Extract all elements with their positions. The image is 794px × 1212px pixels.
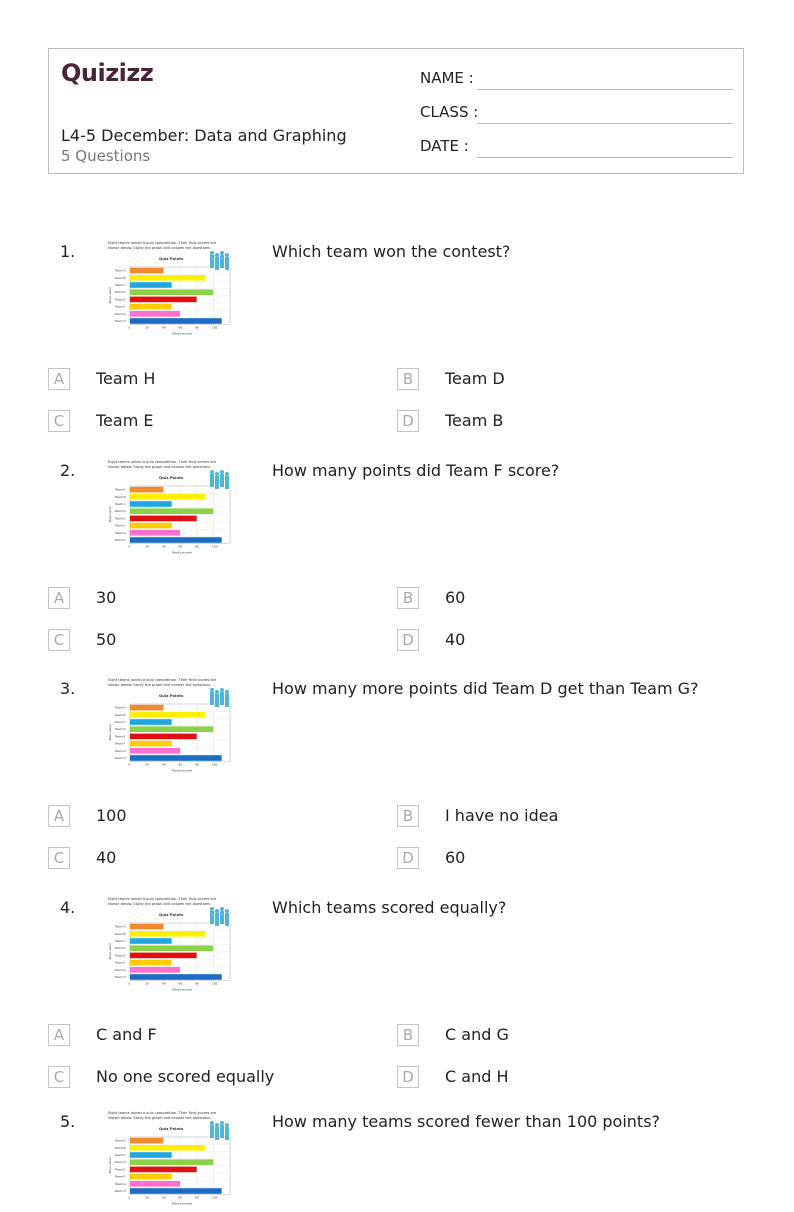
chart-y-tick: Team E bbox=[115, 953, 126, 958]
chart-y-tick: Team D bbox=[115, 290, 126, 295]
option-letter-a[interactable]: A bbox=[48, 368, 70, 390]
name-label: NAME : bbox=[420, 69, 474, 87]
chart-bar-team-e bbox=[130, 297, 197, 303]
chart-x-label: Points scored bbox=[172, 550, 192, 555]
chart-y-tick: Team C bbox=[115, 283, 126, 287]
option-letter-c[interactable]: C bbox=[48, 629, 70, 651]
chart-y-tick: Team E bbox=[115, 516, 126, 521]
chart-y-tick: Team F bbox=[115, 1174, 126, 1179]
quizizz-logo: Quizizz bbox=[61, 59, 154, 87]
chart-y-tick: Team B bbox=[115, 712, 126, 717]
chart-y-tick: Team G bbox=[115, 311, 126, 316]
quiz-points-chart bbox=[107, 457, 235, 561]
chart-bar-team-a bbox=[130, 924, 163, 930]
chart-bar-team-e bbox=[130, 516, 197, 522]
chart-y-label: Team name bbox=[108, 1157, 112, 1174]
chart-bar-team-d bbox=[130, 945, 213, 951]
option-text[interactable]: 50 bbox=[96, 630, 117, 649]
chart-y-label: Team name bbox=[108, 506, 112, 523]
question-number: 2. bbox=[60, 461, 76, 480]
chart-x-tick: 100 bbox=[211, 325, 218, 330]
chart-y-tick: Team D bbox=[115, 509, 126, 514]
question-number: 1. bbox=[60, 242, 76, 261]
chart-x-tick: 40 bbox=[161, 325, 166, 330]
chart-y-tick: Team A bbox=[115, 268, 126, 273]
option-text[interactable]: No one scored equally bbox=[96, 1067, 275, 1086]
chart-y-tick: Team E bbox=[115, 297, 126, 302]
chart-caption-line-1: Eight teams joined a quiz competition. Their final scores are bbox=[108, 678, 217, 682]
question-number: 4. bbox=[60, 898, 76, 917]
chart-title: Quiz Points bbox=[159, 256, 184, 261]
chart-x-tick: 80 bbox=[195, 1195, 199, 1200]
option-text[interactable]: 60 bbox=[445, 588, 466, 607]
question-count: 5 Questions bbox=[61, 147, 151, 165]
chart-bar-team-b bbox=[130, 494, 205, 500]
chart-x-tick: 60 bbox=[178, 981, 183, 986]
quiz-points-chart bbox=[107, 1108, 235, 1212]
quiz-points-chart bbox=[107, 894, 235, 998]
option-text[interactable]: C and H bbox=[445, 1067, 509, 1086]
chart-x-tick: 0 bbox=[128, 762, 131, 767]
date-line bbox=[477, 157, 733, 158]
option-text[interactable]: 40 bbox=[445, 630, 466, 649]
option-letter-b[interactable]: B bbox=[397, 1024, 419, 1046]
option-letter-d[interactable]: D bbox=[397, 410, 419, 432]
chart-bar-team-b bbox=[130, 931, 205, 937]
option-letter-b[interactable]: B bbox=[397, 368, 419, 390]
option-text[interactable]: Team D bbox=[445, 369, 505, 388]
chart-x-tick: 100 bbox=[211, 1195, 218, 1200]
chart-bar-team-c bbox=[130, 501, 172, 507]
chart-title: Quiz Points bbox=[159, 475, 184, 480]
chart-caption-line-2: shown below. Study the graph and answer the questions. bbox=[108, 246, 212, 250]
chart-y-tick: Team D bbox=[115, 1160, 126, 1165]
chart-bar-team-h bbox=[130, 974, 222, 980]
chart-bar-team-h bbox=[130, 755, 222, 761]
option-letter-c[interactable]: C bbox=[48, 410, 70, 432]
chart-caption-line-1: Eight teams joined a quiz competition. Their final scores are bbox=[108, 897, 217, 901]
chart-bar-team-e bbox=[130, 734, 197, 740]
chart-bar-team-h bbox=[130, 318, 222, 324]
chart-y-tick: Team C bbox=[115, 720, 126, 724]
question-number: 5. bbox=[60, 1112, 76, 1131]
question-number: 3. bbox=[60, 679, 76, 698]
chart-bar-team-b bbox=[130, 275, 205, 281]
chart-y-tick: Team B bbox=[115, 1145, 126, 1150]
chart-bar-team-c bbox=[130, 1152, 172, 1158]
chart-y-tick: Team F bbox=[115, 960, 126, 965]
chart-caption-line-1: Eight teams joined a quiz competition. Their final scores are bbox=[108, 1111, 217, 1115]
chart-bar-team-c bbox=[130, 719, 172, 725]
date-label: DATE : bbox=[420, 137, 469, 155]
chart-x-tick: 20 bbox=[145, 981, 149, 986]
chart-x-label: Points scored bbox=[172, 768, 192, 773]
chart-caption-line-2: shown below. Study the graph and answer the questions. bbox=[108, 1116, 212, 1120]
chart-y-label: Team name bbox=[108, 724, 112, 741]
chart-caption-line-2: shown below. Study the graph and answer the questions. bbox=[108, 902, 212, 906]
option-letter-d[interactable]: D bbox=[397, 847, 419, 869]
option-letter-a[interactable]: A bbox=[48, 587, 70, 609]
chart-bar-team-h bbox=[130, 1188, 222, 1194]
option-letter-d[interactable]: D bbox=[397, 1066, 419, 1088]
name-line bbox=[477, 89, 733, 90]
chart-x-tick: 80 bbox=[195, 981, 199, 986]
chart-x-tick: 60 bbox=[178, 325, 183, 330]
chart-x-tick: 40 bbox=[161, 1195, 166, 1200]
option-letter-c[interactable]: C bbox=[48, 847, 70, 869]
option-text[interactable]: Team B bbox=[445, 411, 504, 430]
option-text[interactable]: 100 bbox=[96, 806, 127, 825]
chart-y-tick: Team G bbox=[115, 967, 126, 972]
chart-bar-team-f bbox=[130, 523, 172, 529]
chart-bar-team-f bbox=[130, 741, 172, 747]
chart-bar-team-f bbox=[130, 960, 172, 966]
chart-bar-team-b bbox=[130, 1145, 205, 1151]
chart-x-tick: 0 bbox=[128, 325, 131, 330]
chart-bar-team-a bbox=[130, 1138, 163, 1144]
chart-y-tick: Team H bbox=[115, 1189, 126, 1193]
quiz-points-chart bbox=[107, 675, 235, 779]
chart-y-tick: Team H bbox=[115, 756, 126, 760]
chart-x-tick: 100 bbox=[211, 981, 218, 986]
chart-y-tick: Team H bbox=[115, 319, 126, 323]
chart-y-tick: Team C bbox=[115, 939, 126, 943]
chart-x-tick: 0 bbox=[128, 1195, 131, 1200]
chart-y-tick: Team A bbox=[115, 705, 126, 710]
option-text[interactable]: C and G bbox=[445, 1025, 509, 1044]
chart-x-tick: 40 bbox=[161, 981, 166, 986]
chart-bar-team-e bbox=[130, 953, 197, 959]
chart-y-tick: Team D bbox=[115, 946, 126, 951]
question-text: How many teams scored fewer than 100 points? bbox=[272, 1112, 661, 1131]
chart-y-tick: Team A bbox=[115, 924, 126, 929]
chart-bar-team-d bbox=[130, 1159, 213, 1165]
chart-title: Quiz Points bbox=[159, 693, 184, 698]
option-letter-b[interactable]: B bbox=[397, 587, 419, 609]
chart-bar-team-b bbox=[130, 712, 205, 718]
worksheet-header bbox=[48, 48, 744, 174]
chart-y-tick: Team A bbox=[115, 487, 126, 492]
chart-bar-team-a bbox=[130, 705, 163, 711]
chart-y-tick: Team C bbox=[115, 502, 126, 506]
chart-y-tick: Team G bbox=[115, 1181, 126, 1186]
option-text[interactable]: Team H bbox=[96, 369, 156, 388]
option-text[interactable]: Team E bbox=[96, 411, 154, 430]
question-text: How many points did Team F score? bbox=[272, 461, 560, 480]
option-letter-b[interactable]: B bbox=[397, 805, 419, 827]
chart-bar-team-d bbox=[130, 289, 213, 295]
chart-x-tick: 100 bbox=[211, 762, 218, 767]
option-text[interactable]: C and F bbox=[96, 1025, 157, 1044]
chart-x-tick: 0 bbox=[128, 544, 131, 549]
option-letter-d[interactable]: D bbox=[397, 629, 419, 651]
worksheet-title: L4-5 December: Data and Graphing bbox=[61, 126, 347, 145]
chart-y-tick: Team A bbox=[115, 1138, 126, 1143]
chart-x-tick: 20 bbox=[145, 762, 149, 767]
chart-bar-team-h bbox=[130, 537, 222, 543]
chart-x-tick: 80 bbox=[195, 762, 199, 767]
chart-x-tick: 100 bbox=[211, 544, 218, 549]
chart-y-tick: Team F bbox=[115, 741, 126, 746]
option-letter-a[interactable]: A bbox=[48, 1024, 70, 1046]
chart-bar-team-g bbox=[130, 748, 180, 754]
chart-y-tick: Team B bbox=[115, 275, 126, 280]
option-text[interactable]: 60 bbox=[445, 848, 466, 867]
chart-x-tick: 60 bbox=[178, 1195, 183, 1200]
chart-bar-team-c bbox=[130, 938, 172, 944]
chart-caption-line-2: shown below. Study the graph and answer the questions. bbox=[108, 465, 212, 469]
chart-y-label: Team name bbox=[108, 287, 112, 304]
chart-y-tick: Team B bbox=[115, 494, 126, 499]
chart-y-tick: Team F bbox=[115, 304, 126, 309]
chart-y-tick: Team E bbox=[115, 734, 126, 739]
class-label: CLASS : bbox=[420, 103, 479, 121]
chart-x-tick: 20 bbox=[145, 1195, 149, 1200]
chart-x-tick: 0 bbox=[128, 981, 131, 986]
chart-x-label: Points scored bbox=[172, 987, 192, 992]
quiz-points-chart bbox=[107, 238, 235, 342]
chart-title: Quiz Points bbox=[159, 912, 184, 917]
chart-caption-line-1: Eight teams joined a quiz competition. Their final scores are bbox=[108, 460, 217, 464]
chart-x-tick: 40 bbox=[161, 762, 166, 767]
chart-bar-team-e bbox=[130, 1167, 197, 1173]
chart-y-tick: Team H bbox=[115, 975, 126, 979]
chart-y-tick: Team G bbox=[115, 530, 126, 535]
chart-bar-team-g bbox=[130, 530, 180, 536]
class-line bbox=[477, 123, 733, 124]
chart-x-label: Points scored bbox=[172, 1201, 192, 1206]
question-text: How many more points did Team D get than Team G? bbox=[272, 679, 699, 698]
option-text[interactable]: 40 bbox=[96, 848, 117, 867]
chart-y-tick: Team F bbox=[115, 523, 126, 528]
chart-bar-team-f bbox=[130, 1174, 172, 1180]
chart-bar-team-c bbox=[130, 282, 172, 288]
chart-y-label: Team name bbox=[108, 943, 112, 960]
option-letter-a[interactable]: A bbox=[48, 805, 70, 827]
chart-x-tick: 60 bbox=[178, 544, 183, 549]
chart-y-tick: Team H bbox=[115, 538, 126, 542]
chart-bar-team-a bbox=[130, 487, 163, 493]
chart-x-tick: 80 bbox=[195, 325, 199, 330]
chart-y-tick: Team G bbox=[115, 748, 126, 753]
question-text: Which teams scored equally? bbox=[272, 898, 507, 917]
chart-y-tick: Team D bbox=[115, 727, 126, 732]
chart-title: Quiz Points bbox=[159, 1126, 184, 1131]
chart-bar-team-f bbox=[130, 304, 172, 310]
chart-x-tick: 20 bbox=[145, 325, 149, 330]
chart-y-tick: Team E bbox=[115, 1167, 126, 1172]
chart-y-tick: Team B bbox=[115, 931, 126, 936]
chart-bar-team-d bbox=[130, 508, 213, 514]
chart-bar-team-g bbox=[130, 967, 180, 973]
option-letter-c[interactable]: C bbox=[48, 1066, 70, 1088]
option-text[interactable]: 30 bbox=[96, 588, 117, 607]
chart-bar-team-d bbox=[130, 726, 213, 732]
chart-bar-team-g bbox=[130, 311, 180, 317]
chart-caption-line-1: Eight teams joined a quiz competition. Their final scores are bbox=[108, 241, 217, 245]
chart-bar-team-g bbox=[130, 1181, 180, 1187]
option-text[interactable]: I have no idea bbox=[445, 806, 559, 825]
chart-x-tick: 20 bbox=[145, 544, 149, 549]
chart-bar-team-a bbox=[130, 268, 163, 274]
chart-x-label: Points scored bbox=[172, 331, 192, 336]
chart-x-tick: 80 bbox=[195, 544, 199, 549]
question-text: Which team won the contest? bbox=[272, 242, 511, 261]
chart-x-tick: 60 bbox=[178, 762, 183, 767]
chart-caption-line-2: shown below. Study the graph and answer the questions. bbox=[108, 683, 212, 687]
chart-x-tick: 40 bbox=[161, 544, 166, 549]
chart-y-tick: Team C bbox=[115, 1153, 126, 1157]
